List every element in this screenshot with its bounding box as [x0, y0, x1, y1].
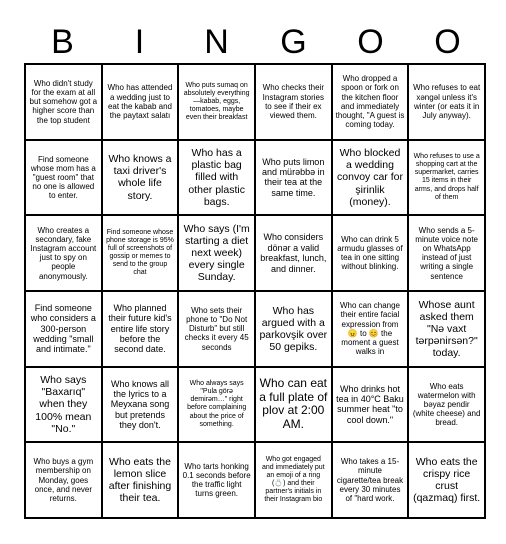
cell-text: Who says "Baxarıq" when they 100% mean "No."	[35, 374, 92, 435]
cell-text: Who planned their future kid's entire life story before the second date.	[108, 302, 172, 355]
header-letter-i: I	[134, 23, 145, 61]
header-letter-g: G	[280, 23, 307, 61]
bingo-cell[interactable]	[25, 291, 102, 367]
bingo-cell[interactable]	[102, 140, 179, 216]
cell-text: Who sets their phone to "Do Not Disturb" but still checks it every 45 seconds	[184, 305, 249, 352]
cell-text: Who refuses to eat xəngəl unless it's winter (or eats it in July anyway).	[413, 83, 481, 121]
bingo-cell[interactable]	[408, 64, 485, 140]
cell-text: Who always says "Pula görə demirəm…" right before complaining about the price of something.	[187, 380, 247, 428]
bingo-cell[interactable]	[332, 367, 409, 443]
bingo-cell[interactable]	[102, 64, 179, 140]
cell-text: Who takes a 15-minute cigarette/tea break every 30 minutes of "hard work.	[336, 457, 404, 503]
bingo-cell[interactable]	[102, 367, 179, 443]
bingo-cell[interactable]	[102, 442, 179, 518]
bingo-cell[interactable]	[255, 367, 332, 443]
bingo-header	[24, 22, 486, 62]
bingo-cell[interactable]	[255, 442, 332, 518]
cell-text: Who knows all the lyrics to a Meyxana song but pretends they don't.	[110, 378, 170, 430]
cell-text: Who refuses to use a shopping cart at the supermarket, carries 15 items in their arms, and drops half of them	[413, 153, 480, 201]
bingo-cell[interactable]	[178, 442, 255, 518]
bingo-cell[interactable]	[408, 140, 485, 216]
cell-text: Who says (I'm starting a diet next week) every single Sunday.	[183, 223, 250, 284]
cell-text: Who knows a taxi driver's whole life story.	[108, 153, 172, 202]
bingo-cell[interactable]	[178, 215, 255, 291]
header-letter-o-2: O	[434, 23, 461, 61]
header-letter-o: O	[357, 23, 384, 61]
bingo-cell[interactable]	[178, 64, 255, 140]
bingo-cell[interactable]	[332, 291, 409, 367]
bingo-cell[interactable]	[408, 215, 485, 291]
cell-text: Who checks their Instagram stories to see if their ex viewed them.	[262, 83, 324, 121]
bingo-cell[interactable]	[178, 367, 255, 443]
cell-text: Who got engaged and immediately put an emoji of a ring (💍) and their partner's initials in their Instagram bio	[261, 456, 325, 504]
bingo-cell[interactable]	[408, 291, 485, 367]
cell-text: Who eats the lemon slice after finishing their tea.	[108, 456, 172, 505]
cell-text: Who considers dönər a valid breakfast, lunch, and dinner.	[260, 232, 327, 274]
cell-text: Who tarts honking 0.1 seconds before the traffic light turns green.	[182, 461, 251, 499]
bingo-cell[interactable]	[25, 367, 102, 443]
bingo-cell[interactable]	[255, 140, 332, 216]
cell-text: Who blocked a wedding convoy car for şirinlik (money).	[337, 147, 403, 208]
cell-text: Who has argued with a parkovşik over 50 gepiks.	[259, 304, 328, 353]
cell-text: Who puts limon and mürəbbə in their tea at the same time.	[262, 156, 325, 198]
cell-text: Who eats watermelon with bəyaz pendir (white cheese) and bread.	[412, 381, 481, 428]
bingo-cell[interactable]	[332, 140, 409, 216]
bingo-cell[interactable]	[25, 64, 102, 140]
cell-text: Find someone whose phone storage is 95% full of screenshots of gossip or memes to send to the group chat	[106, 229, 174, 277]
header-letter-n: N	[204, 23, 229, 61]
bingo-cell[interactable]	[102, 291, 179, 367]
cell-text: Who puts sumaq on absolutely everything—kabab, eggs, tomatoes, maybe even their breakfast	[183, 81, 250, 121]
bingo-cell[interactable]	[255, 291, 332, 367]
cell-text: Who buys a gym membership on Monday, goes once, and never returns.	[33, 457, 94, 503]
bingo-grid	[24, 63, 486, 519]
cell-text: Who creates a secondary, fake Instagram account just to spy on people anonymously.	[30, 225, 97, 281]
cell-text: Who dropped a spoon or fork on the kitchen floor and immediately thought, "A guest is coming today.	[335, 74, 405, 130]
cell-text: Who can eat a full plate of plov at 2:00 AM.	[259, 375, 328, 432]
cell-text: Who eats the crispy rice crust (qazmaq) first.	[413, 456, 481, 505]
bingo-cell[interactable]	[255, 215, 332, 291]
bingo-cell[interactable]	[25, 215, 102, 291]
cell-text: Who drinks hot tea in 40°C Baku summer heat "to cool down."	[336, 383, 404, 425]
cell-text: Who didn't study for the exam at all but somehow got a higher score than the top student	[29, 78, 98, 125]
cell-text: Who has attended a wedding just to eat the kabab and the paytaxt salatı	[107, 83, 173, 121]
header-letter-b: B	[51, 23, 74, 61]
cell-text: Find someone whose mom has a "guest room" that no one is allowed to enter.	[30, 154, 96, 201]
bingo-cell[interactable]	[178, 140, 255, 216]
bingo-cell[interactable]	[102, 215, 179, 291]
cell-text: Find someone who considers a 300-person wedding "small and intimate."	[30, 302, 96, 355]
bingo-cell[interactable]	[408, 442, 485, 518]
cell-text: Who has a plastic bag filled with other plastic bags.	[188, 147, 245, 208]
bingo-cell[interactable]	[255, 64, 332, 140]
bingo-cell[interactable]	[332, 215, 409, 291]
cell-text: Who can change their entire facial expression from 😠 to 😊 the moment a guest walks in	[339, 301, 401, 357]
bingo-cell[interactable]	[332, 64, 409, 140]
bingo-cell[interactable]	[25, 140, 102, 216]
bingo-cell[interactable]	[408, 367, 485, 443]
cell-text: Who can drink 5 armudu glasses of tea in one sitting without blinking.	[337, 234, 403, 272]
bingo-cell[interactable]	[178, 291, 255, 367]
bingo-cell[interactable]	[25, 442, 102, 518]
cell-text: Whose aunt asked them "Nə vaxt tərpənirsən?" today.	[415, 298, 478, 359]
cell-text: Who sends a 5-minute voice note on WhatsApp instead of just writing a single sentence	[415, 225, 478, 281]
bingo-cell[interactable]	[332, 442, 409, 518]
